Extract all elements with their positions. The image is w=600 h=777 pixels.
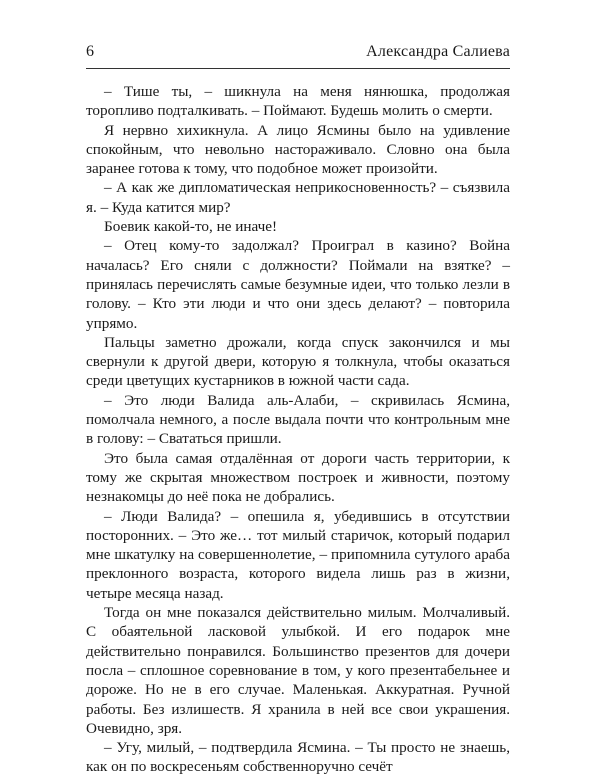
paragraph: Боевик какой-то, не иначе!: [104, 218, 278, 236]
paragraph: – Это люди Валида аль-Алаби, – скривилась Ясмина, помолчала немного, а после выдала почти что контрольным мне в голову: – Свататься пришли.: [86, 391, 510, 448]
header-divider: [86, 68, 510, 69]
page-number: 6: [86, 43, 94, 60]
paragraph: – Люди Валида? – опешила я, убедившись в отсутствии посторонних. – Это же… тот милый старичок, который подарил мне шкатулку на совершеннолетие, – припомнила сутулого араба преклонного возраста, которого видела лишь раз в жизни, четыре месяца назад.: [86, 507, 510, 602]
paragraph: – Угу, милый, – подтвердила Ясмина. – Ты просто не знаешь, как он по воскресеньям собственноручно сечёт: [86, 739, 510, 776]
running-head-author: Александра Салиева: [366, 43, 510, 60]
paragraph: Тогда он мне показался действительно милым. Молчаливый. С обаятельной ласковой улыбкой. И его подарок мне действительно понравился. Большинство презентов для дочери посла – сплошное соревнование в том, у кого презентабельнее и дороже. Но не в его случае. Маленькая. Аккуратная. Ручной работы. Без излишеств. Я хранила в ней все свои украшения. Очевидно, зря.: [86, 604, 510, 737]
paragraph: – Отец кому-то задолжал? Проиграл в казино? Война началась? Его сняли с должности? Поймали на взятке? – принялась перечислять самые безумные идеи, что только лезли в голову. – Кто эти люди и что они здесь делают? – повторила упрямо.: [86, 237, 510, 332]
body-text: [86, 82, 510, 777]
paragraph: – А как же дипломатическая неприкосновенность? – съязвила я. – Куда катится мир?: [86, 179, 510, 216]
paragraph: Я нервно хихикнула. А лицо Ясмины было на удивление спокойным, что невольно настораживало. Словно она была заранее готова к тому, что подобное может произойти.: [86, 121, 510, 178]
paragraph: – Тише ты, – шикнула на меня нянюшка, продолжая торопливо подталкивать. – Поймают. Будешь молить о смерти.: [86, 83, 510, 120]
paragraph: Пальцы заметно дрожали, когда спуск закончился и мы свернули к другой двери, которую я толкнула, чтобы оказаться среди цветущих кустарников в южной части сада.: [86, 333, 510, 390]
paragraph: Это была самая отдалённая от дороги часть территории, к тому же скрытая множеством построек и живности, поэтому незнакомцы до неё пока не добрались.: [86, 449, 510, 506]
page-header: [86, 42, 510, 64]
